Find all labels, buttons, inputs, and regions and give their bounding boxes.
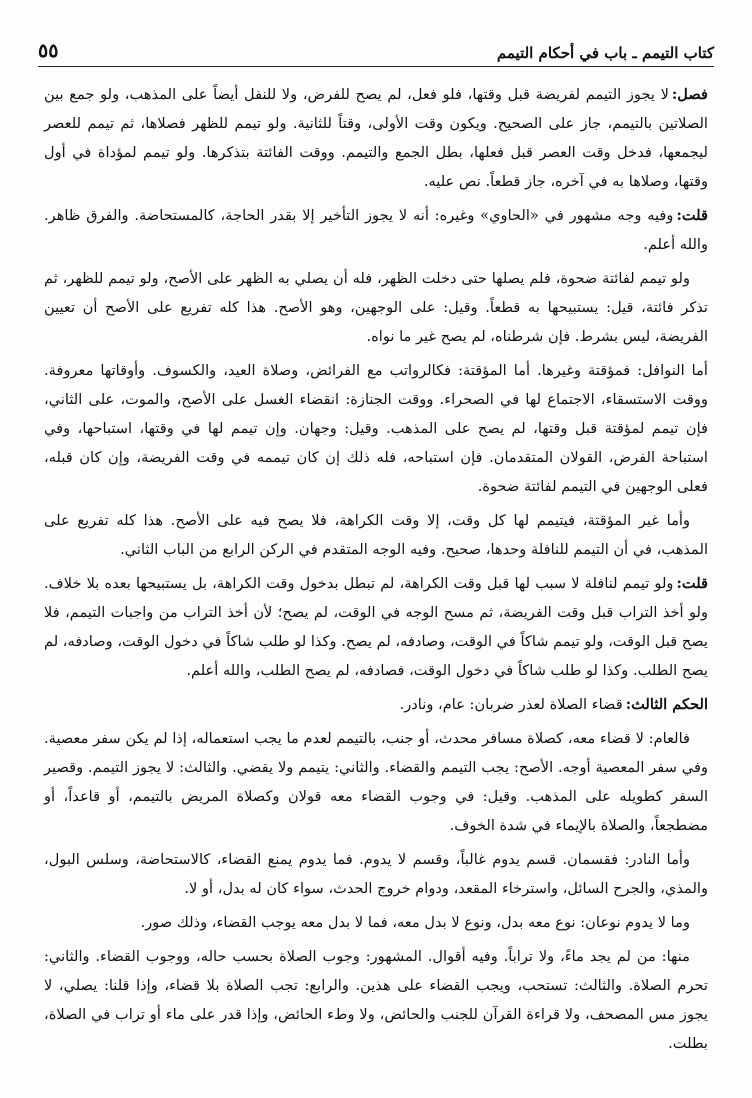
- paragraph: [44, 690, 708, 719]
- paragraph: [44, 80, 708, 196]
- paragraph-text: وأما النادر: فقسمان. قسم يدوم غالباً، وقسم لا يدوم. فما يدوم يمنع القضاء، كالاستحاضة، وسلس البول، والمذي، والجرح السائل، واسترخاء المقعد، ودوام خروج الحدث، سواء كان له بدل، أو لا.: [44, 851, 708, 897]
- page-number: ٥٥: [38, 40, 59, 62]
- page-header: [38, 28, 714, 62]
- page-body: [44, 80, 708, 1078]
- paragraph: [44, 201, 708, 259]
- paragraph: [44, 356, 708, 501]
- paragraph-text: أما النوافل: فمؤقتة وغيرها. أما المؤقتة: فكالرواتب مع الفرائض، وصلاة العيد، والكسوف. وأوقاتها معروفة. ووقت الاستسقاء، الاجتماع لها في الصحراء. ووقت الجنازة: انقضاء الغسل على الأصح، والموت، على الثاني، فإن تيمم لمؤقتة قبل وقتها، لم يصح على المذهب. وقيل: وجهان. وإن تيمم لها في وقتها، استباحها، وفي استباحة الفرض، القولان المتقدمان. فإن استباحه، فله ذلك إن كان تيممه في وقت الفريضة، وإن كان قبله، فعلى الوجهين في التيمم لفائتة ضحوة.: [44, 362, 708, 495]
- paragraph-label: قلت:: [676, 575, 709, 592]
- paragraph-text: قضاء الصلاة لعذر ضربان: عام، ونادر.: [399, 696, 623, 713]
- paragraph-text: وفيه وجه مشهور في «الحاوي» وغيره: أنه لا يجوز التأخير إلا بقدر الحاجة، كالمستحاضة. والفرق ظاهر. والله أعلم.: [44, 207, 708, 253]
- paragraph-label: قلت:: [676, 207, 708, 224]
- paragraph: [44, 942, 708, 1058]
- paragraph-label: الحكم الثالث:: [625, 696, 708, 713]
- paragraph: [44, 908, 708, 937]
- paragraph: [44, 569, 708, 685]
- paragraph: [44, 845, 708, 903]
- paragraph-text: لا يجوز التيمم لفريضة قبل وقتها، فلو فعل، لم يصح للفرض، ولا للنفل أيضاً على المذهب، ولو جمع بين الصلاتين بالتيمم، جاز على الصحيح. ويكون وقت الأولى، وقتاً للثانية. ولو تيمم للظهر فصلاها، ثم تيمم للعصر ليجمعها، فدخل وقت العصر قبل فعلها، بطل الجمع والتيمم. ووقت الفائتة بتذكرها. ولو تيمم لمؤداة في أول وقتها، وصلاها به في آخره، جاز قطعاً. نص عليه.: [44, 86, 708, 190]
- paragraph-text: وما لا يدوم نوعان: نوع معه بدل، ونوع لا بدل معه، فما لا بدل معه يوجب القضاء، وذلك صور.: [140, 914, 690, 931]
- paragraph: [44, 264, 708, 351]
- running-title: كتاب التيمم ـ باب في أحكام التيمم: [496, 44, 714, 62]
- paragraph: [44, 724, 708, 840]
- paragraph-label: فصل:: [671, 86, 708, 103]
- paragraph-text: منها: من لم يجد ماءً، ولا تراباً. وفيه أقوال. المشهور: وجوب الصلاة بحسب حاله، ووجوب القضاء. والثاني: تحرم الصلاة. والثالث: تستحب، ويجب القضاء على هذين. والرابع: تجب الصلاة بلا قضاء، وإذا قلنا: يصلي، لا يجوز مس المصحف، ولا قراءة القرآن للجنب والحائض، ولا وطء الحائض، وإذا قدر على ماء أو تراب في الصلاة، بطلت.: [44, 948, 708, 1052]
- paragraph-text: وأما غير المؤقتة، فيتيمم لها كل وقت، إلا وقت الكراهة، فلا يصح فيه على الأصح. هذا كله تفريع على المذهب، في أن التيمم للنافلة وحدها، صحيح. وفيه الوجه المتقدم في الركن الرابع من الباب الثاني.: [44, 512, 708, 558]
- paragraph-text: ولو تيمم لفائتة ضحوة، فلم يصلها حتى دخلت الظهر، فله أن يصلي به الظهر على الأصح، ولو تيمم للظهر، ثم تذكر فائتة، قيل: يستبيحها به قطعاً. وقيل: على الوجهين، وهو الأصح. هذا كله تفريع على الأصح أن تعيين الفريضة، ليس بشرط. فإن شرطناه، لم يصح غير ما نواه.: [44, 270, 708, 345]
- paragraph-text: فالعام: لا قضاء معه، كصلاة مسافر محدث، أو جنب، بالتيمم لعدم ما يجب استعماله، إذا لم يكن سفر معصية. وفي سفر المعصية أوجه. الأصح: يجب التيمم والقضاء. والثاني: يتيمم ولا يقضي. والثالث: لا يجوز التيمم. وقصير السفر كطويله على المذهب. وقيل: في وجوب القضاء معه قولان وكصلاة المريض بالتيمم، أو قاعداً، أو مضطجعاً، والصلاة بالإيماء في شدة الخوف.: [44, 730, 708, 834]
- header-rule: [38, 66, 714, 67]
- paragraph: [44, 506, 708, 564]
- paragraph-text: ولو تيمم لنافلة لا سبب لها قبل وقت الكراهة، لم تبطل بدخول وقت الكراهة، بل يستبيحها بعده بلا خلاف. ولو أخذ التراب قبل وقت الفريضة، ثم مسح الوجه في الوقت، لم يصح؛ لأن أخذ التراب من واجبات التيمم، فلا يصح قبل الوقت، ولو تيمم شاكاً في الوقت، وصادفه، لم يصح. وكذا لو طلب شاكاً في دخول الوقت، وصادفه، لم يصح الطلب. وكذا لو طلب شاكاً في دخول الوقت، فصادفه، لم يصح الطلب، والله أعلم.: [44, 575, 708, 679]
